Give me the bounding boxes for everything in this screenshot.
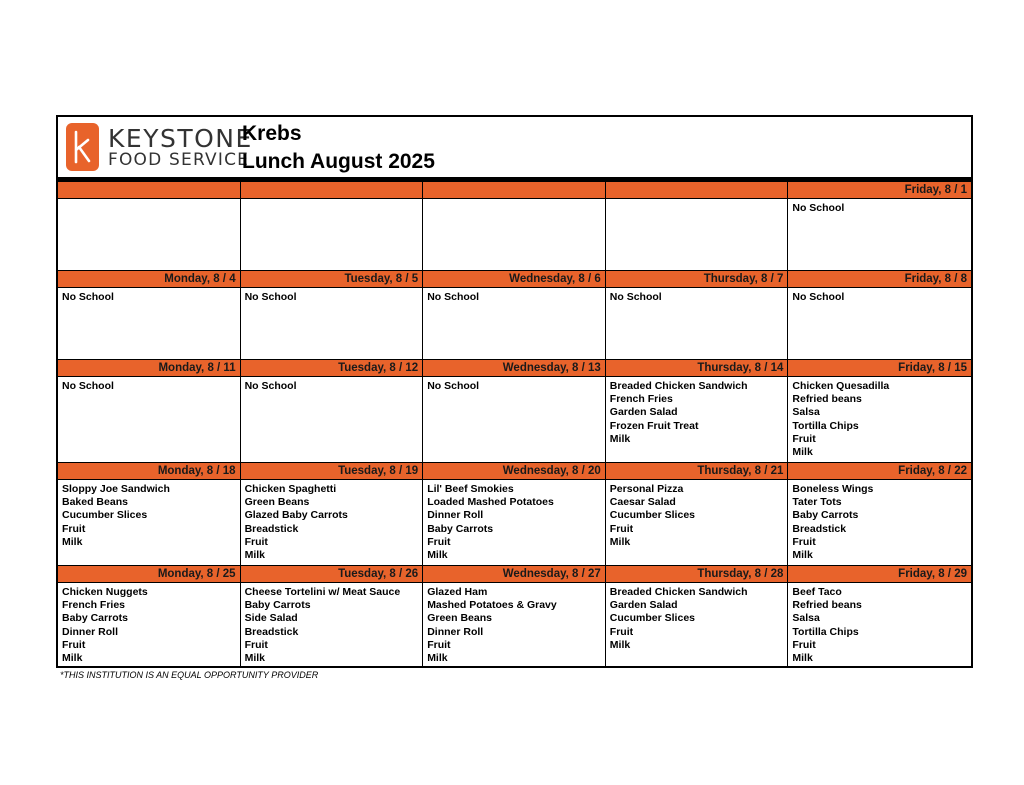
menu-items	[606, 377, 788, 446]
day-cell	[606, 463, 789, 566]
day-cell	[58, 182, 241, 271]
day-cell	[241, 360, 424, 463]
day-cell	[788, 271, 971, 360]
menu-items	[58, 377, 240, 393]
menu-item: Cucumber Slices	[609, 612, 695, 625]
menu-item: French Fries	[609, 393, 673, 406]
day-cell	[788, 182, 971, 271]
menu-item: Caesar Salad	[609, 496, 676, 509]
day-header: Tuesday, 8 / 19	[241, 463, 423, 480]
menu-item: Fruit	[427, 535, 451, 548]
menu-items	[241, 480, 423, 562]
menu-item: Milk	[792, 549, 813, 562]
day-cell	[58, 566, 241, 666]
menu-item: Milk	[792, 446, 813, 459]
logo-wordmark-food-service: FOOD SERVICE	[108, 150, 250, 170]
menu-item: Milk	[609, 638, 631, 651]
menu-item: Fruit	[792, 535, 816, 548]
menu-item: Lil' Beef Smokies	[427, 483, 514, 495]
day-header: Wednesday, 8 / 20	[423, 463, 605, 480]
menu-items	[606, 583, 788, 652]
day-cell	[423, 566, 606, 666]
day-header: Monday, 8 / 11	[58, 360, 240, 377]
menu-item: Salsa	[792, 612, 820, 625]
menu-title: Lunch August 2025	[242, 150, 435, 173]
menu-item: Milk	[62, 535, 83, 548]
day-cell	[606, 271, 789, 360]
menu-item: Refried beans	[792, 599, 862, 612]
menu-item: French Fries	[62, 599, 126, 612]
menu-item: Cucumber Slices	[62, 509, 148, 522]
day-cell	[423, 271, 606, 360]
menu-item: No School	[244, 380, 297, 392]
menu-item: Breaded Chicken Sandwich	[609, 586, 748, 598]
menu-item: Green Beans	[427, 612, 492, 625]
day-cell	[788, 360, 971, 463]
menu-item: Fruit	[62, 522, 86, 535]
menu-item: Milk	[609, 432, 631, 445]
menu-item: Refried beans	[792, 393, 862, 406]
day-cell	[58, 463, 241, 566]
menu-item: No School	[244, 291, 297, 303]
day-header: Thursday, 8 / 14	[606, 360, 788, 377]
menu-items	[241, 288, 423, 304]
day-header: Tuesday, 8 / 26	[241, 566, 423, 583]
day-cell	[241, 271, 424, 360]
day-cell	[241, 566, 424, 666]
menu-item: Personal Pizza	[609, 483, 684, 495]
menu-item: Milk	[427, 549, 448, 562]
menu-item: Garden Salad	[609, 406, 678, 419]
menu-items	[423, 377, 605, 393]
menu-items	[423, 480, 605, 562]
menu-item: Beef Taco	[792, 586, 842, 598]
menu-item: Fruit	[244, 638, 268, 651]
day-cell	[606, 566, 789, 666]
menu-item: Fruit	[609, 522, 634, 535]
lunch-calendar	[56, 115, 973, 668]
menu-items	[788, 480, 971, 562]
menu-item: Fruit	[427, 638, 451, 651]
menu-item: Glazed Ham	[427, 586, 488, 598]
day-header: Wednesday, 8 / 6	[423, 271, 605, 288]
menu-items	[58, 199, 240, 202]
menu-items	[606, 288, 788, 304]
day-header	[58, 182, 240, 199]
calendar-grid	[58, 182, 971, 666]
menu-items	[606, 199, 788, 202]
menu-item: Fruit	[62, 638, 86, 651]
menu-item: Frozen Fruit Treat	[609, 419, 699, 432]
menu-item: Milk	[609, 535, 631, 548]
menu-items	[58, 480, 240, 549]
day-header: Friday, 8 / 29	[788, 566, 971, 583]
school-name: Krebs	[242, 122, 302, 145]
menu-item: Milk	[427, 652, 448, 665]
day-header: Friday, 8 / 15	[788, 360, 971, 377]
day-header: Monday, 8 / 18	[58, 463, 240, 480]
day-cell	[788, 463, 971, 566]
menu-item: No School	[792, 202, 845, 214]
menu-item: Breadstick	[244, 625, 299, 638]
day-header: Monday, 8 / 25	[58, 566, 240, 583]
menu-item: Chicken Spaghetti	[244, 483, 337, 495]
day-header	[423, 182, 605, 199]
menu-items	[423, 199, 605, 202]
menu-item: Tater Tots	[792, 496, 842, 509]
day-cell	[606, 182, 789, 271]
day-cell	[241, 463, 424, 566]
day-header: Thursday, 8 / 7	[606, 271, 788, 288]
menu-item: Dinner Roll	[427, 509, 484, 522]
menu-item: Mashed Potatoes & Gravy	[427, 599, 557, 612]
logo-wordmark-keystone: KEYSTONE	[108, 124, 253, 153]
menu-item: Dinner Roll	[62, 625, 119, 638]
day-header: Wednesday, 8 / 13	[423, 360, 605, 377]
day-cell	[241, 182, 424, 271]
menu-item: Dinner Roll	[427, 625, 484, 638]
day-cell	[58, 360, 241, 463]
menu-item: Milk	[244, 549, 266, 562]
menu-items	[788, 199, 971, 215]
menu-item: No School	[62, 291, 114, 303]
day-header: Friday, 8 / 22	[788, 463, 971, 480]
menu-item: Fruit	[792, 638, 816, 651]
menu-item: Baked Beans	[62, 496, 128, 509]
day-header: Wednesday, 8 / 27	[423, 566, 605, 583]
menu-item: Milk	[62, 652, 83, 665]
menu-item: Tortilla Chips	[792, 419, 859, 432]
menu-items	[241, 377, 423, 393]
menu-items	[788, 377, 971, 459]
menu-item: Side Salad	[244, 612, 298, 625]
menu-item: Glazed Baby Carrots	[244, 509, 348, 522]
day-cell	[58, 271, 241, 360]
menu-items	[788, 288, 971, 304]
menu-item: Loaded Mashed Potatoes	[427, 496, 554, 509]
day-header: Tuesday, 8 / 5	[241, 271, 423, 288]
menu-item: Milk	[792, 652, 813, 665]
menu-item: No School	[427, 380, 480, 392]
day-header: Monday, 8 / 4	[58, 271, 240, 288]
menu-item: Fruit	[792, 432, 816, 445]
day-cell	[423, 182, 606, 271]
menu-item: Boneless Wings	[792, 483, 874, 495]
menu-item: Green Beans	[244, 496, 310, 509]
day-header: Friday, 8 / 8	[788, 271, 971, 288]
keystone-logo-icon	[66, 123, 99, 171]
day-header	[606, 182, 788, 199]
menu-item: Fruit	[244, 535, 268, 548]
menu-item: No School	[609, 291, 662, 303]
menu-item: Breadstick	[244, 522, 299, 535]
equal-opportunity-note: *THIS INSTITUTION IS AN EQUAL OPPORTUNITY PROVIDER	[60, 670, 319, 680]
menu-item: No School	[792, 291, 845, 303]
menu-item: Salsa	[792, 406, 820, 419]
menu-items	[788, 583, 971, 665]
menu-item: Garden Salad	[609, 599, 678, 612]
menu-item: Milk	[244, 652, 266, 665]
day-header	[241, 182, 423, 199]
day-header: Thursday, 8 / 28	[606, 566, 788, 583]
menu-items	[423, 288, 605, 304]
day-header: Thursday, 8 / 21	[606, 463, 788, 480]
day-header: Tuesday, 8 / 12	[241, 360, 423, 377]
menu-item: Fruit	[609, 625, 634, 638]
menu-item: Chicken Quesadilla	[792, 380, 890, 392]
menu-item: Tortilla Chips	[792, 625, 859, 638]
menu-item: Breadstick	[792, 522, 847, 535]
day-cell	[423, 360, 606, 463]
menu-item: Sloppy Joe Sandwich	[62, 483, 170, 495]
menu-item: Baby Carrots	[244, 599, 311, 612]
menu-items	[241, 199, 423, 202]
calendar-header	[58, 117, 971, 177]
menu-items	[58, 583, 240, 665]
menu-item: Cheese Tortelini w/ Meat Sauce	[244, 586, 401, 598]
day-cell	[788, 566, 971, 666]
menu-items	[423, 583, 605, 665]
day-header: Friday, 8 / 1	[788, 182, 971, 199]
menu-item: Breaded Chicken Sandwich	[609, 380, 748, 392]
menu-item: No School	[62, 380, 114, 392]
menu-item: Chicken Nuggets	[62, 586, 148, 598]
menu-items	[606, 480, 788, 549]
menu-item: Baby Carrots	[427, 522, 494, 535]
menu-item: Baby Carrots	[62, 612, 128, 625]
day-cell	[606, 360, 789, 463]
menu-item: Baby Carrots	[792, 509, 859, 522]
menu-item: No School	[427, 291, 480, 303]
menu-items	[58, 288, 240, 304]
day-cell	[423, 463, 606, 566]
menu-items	[241, 583, 423, 665]
menu-item: Cucumber Slices	[609, 509, 695, 522]
